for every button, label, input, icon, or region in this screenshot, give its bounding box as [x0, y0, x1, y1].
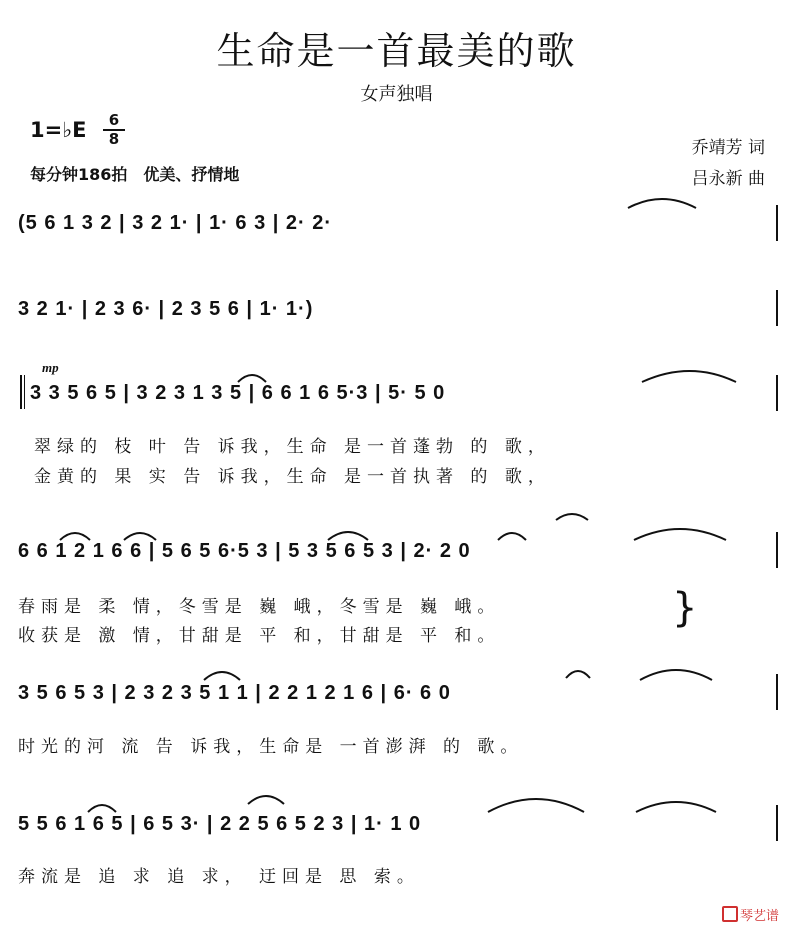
slur-arc — [124, 533, 156, 540]
slur-arc — [628, 199, 696, 208]
slur-arc — [238, 375, 266, 382]
song-subtitle: 女声独唱 — [360, 84, 433, 105]
slur-arc — [634, 529, 726, 540]
composer-credit: 吕永新 曲 — [691, 169, 765, 189]
verse-brace: } — [672, 585, 698, 631]
tempo-marking: 每分钟186拍 优美、抒情地 — [30, 165, 240, 184]
lyric-line-3a: 翠绿的 枝 叶 告 诉我，生命 是一首蓬勃 的 歌， — [34, 437, 551, 457]
slur-arc — [88, 805, 116, 812]
slur-arc — [488, 799, 584, 812]
time-signature-bottom: 8 — [108, 130, 120, 148]
slur-arc — [640, 670, 712, 680]
lyric-line-5: 时光的河 流 告 诉我，生命是 一首澎湃 的 歌。 — [18, 737, 524, 757]
notation-system-4: 6 6 1 2 1 6 6 | 5 6 5 6·5 3 | 5 3 5 6 5 3 | 2· 2 0 — [18, 540, 471, 562]
watermark-logo-icon — [722, 906, 738, 922]
notation-system-5: 3 5 6 5 3 | 2 3 2 3 5 1 1 | 2 2 1 2 1 6 | 6· 6 0 — [18, 682, 451, 704]
slur-arc — [204, 672, 240, 680]
slur-arc — [498, 533, 526, 540]
lyricist-credit: 乔靖芳 词 — [691, 138, 765, 158]
notation-system-1: (5 6 1 3 2 | 3 2 1· | 1· 6 3 | 2· 2· — [18, 212, 333, 234]
notation-system-6: 5 5 6 1 6 5 | 6 5 3· | 2 2 5 6 5 2 3 | 1· 1 0 — [18, 813, 422, 835]
slur-arc — [328, 532, 368, 540]
lyric-line-4b: 收获是 激 情，甘甜是 平 和，甘甜是 平 和。 — [18, 626, 501, 646]
slur-arc — [642, 371, 736, 382]
slur-arc — [248, 796, 284, 804]
slur-arc — [556, 514, 588, 520]
lyric-line-3b: 金黄的 果 实 告 诉我，生命 是一首执著 的 歌， — [34, 467, 551, 487]
watermark: 琴艺谱 — [722, 905, 779, 924]
slur-arc — [60, 533, 90, 540]
slur-arc — [566, 671, 590, 678]
time-signature-top: 6 — [108, 111, 120, 129]
song-title: 生命是一首最美的歌 — [216, 29, 577, 73]
notation-system-3: 3 3 5 6 5 | 3 2 3 1 3 5 | 6 6 1 6 5·3 | 5· 5 0 — [30, 382, 446, 404]
lyric-line-6: 奔流是 追 求 追 求， 迂回是 思 索。 — [18, 867, 420, 887]
dynamic-marking: mp — [42, 360, 59, 375]
notation-system-2: 3 2 1· | 2 3 6· | 2 3 5 6 | 1· 1·) — [18, 298, 314, 320]
key-signature: 1=♭E — [30, 118, 87, 142]
slur-arc — [636, 802, 716, 812]
lyric-line-4a: 春雨是 柔 情，冬雪是 巍 峨，冬雪是 巍 峨。 — [18, 597, 501, 617]
